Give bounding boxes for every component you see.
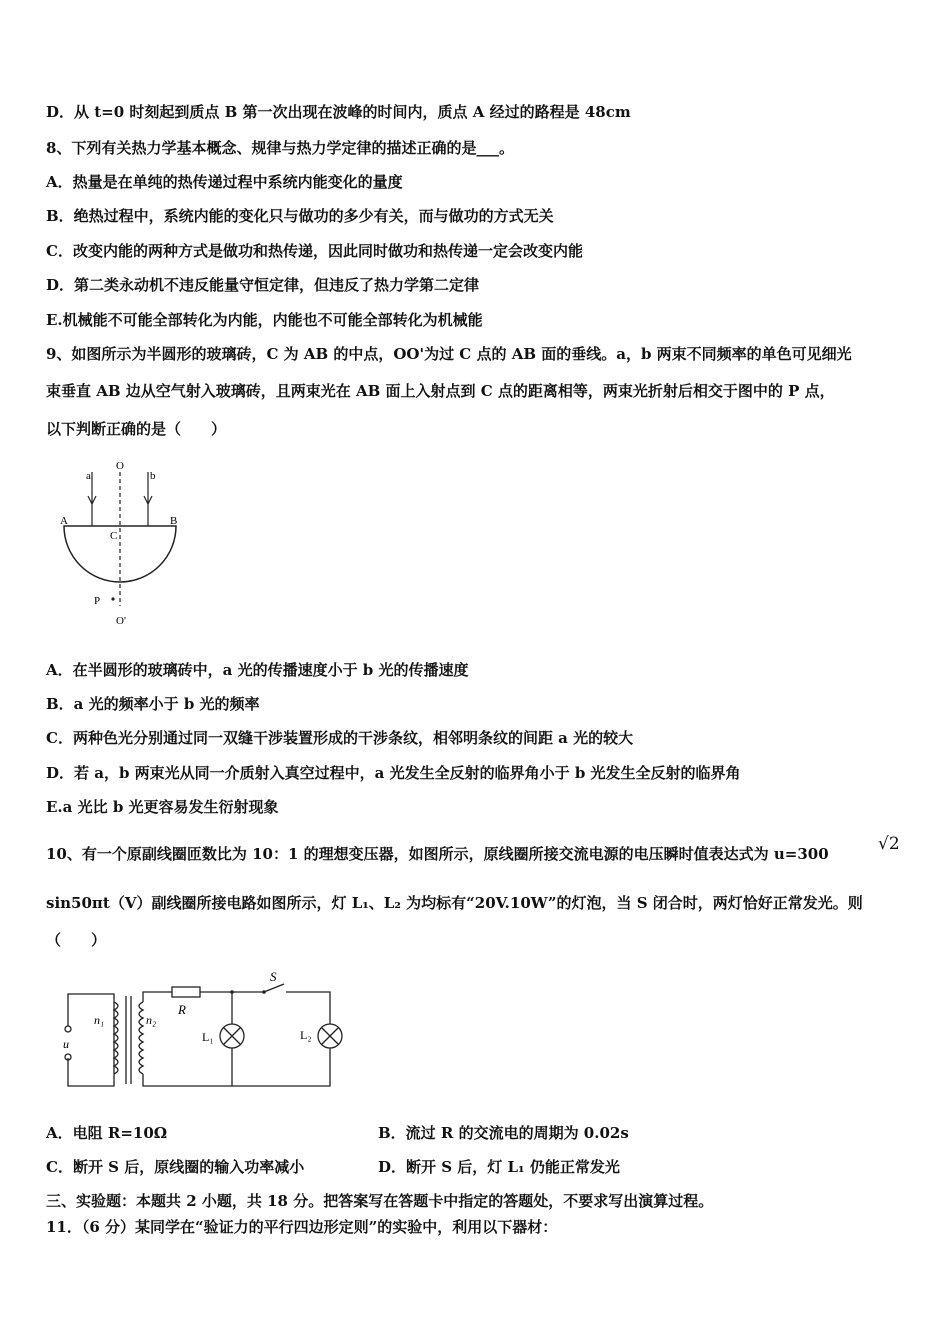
q10-stem-line2: sin50πt（V）副线圈所接电路如图所示，灯 L₁、L₂ 为均标有“20V.10W”的灯泡，当 S 闭合时，两灯恰好正常发光。则	[46, 894, 863, 912]
label-s: S	[270, 969, 277, 984]
label-a: a	[86, 470, 91, 482]
label-o: O	[116, 460, 124, 472]
label-n1: n₁	[94, 1013, 105, 1027]
label-A: A	[60, 515, 68, 527]
q9-option-b: B．a 光的频率小于 b 光的频率	[46, 695, 260, 713]
wire-switch-to-l2	[286, 992, 330, 1024]
wire-bottom	[143, 1048, 330, 1086]
q9-stem-line3: 以下判断正确的是（ ）	[46, 420, 227, 438]
q11-stem: 11．（6 分）某同学在“验证力的平行四边形定则”的实验中，利用以下器材：	[46, 1218, 558, 1236]
q10-sqrt2: √2	[878, 834, 900, 854]
label-r: R	[178, 1002, 186, 1017]
label-P: P	[94, 595, 101, 607]
secondary-coil	[139, 1002, 143, 1074]
label-n2: n₂	[146, 1013, 157, 1027]
q9-figure	[56, 456, 196, 631]
q9-stem-line2: 束垂直 AB 边从空气射入玻璃砖，且两束光在 AB 面上入射点到 C 点的距离相等，两束光折射后相交于图中的 P 点，	[46, 382, 835, 400]
terminal-top	[65, 1026, 71, 1032]
q9-option-c: C．两种色光分别通过同一双缝干涉装置形成的干涉条纹，相邻明条纹的间距 a 光的较大	[46, 729, 634, 747]
q10-option-c: C．断开 S 后，原线圈的输入功率减小	[46, 1158, 305, 1176]
q9-option-d: D．若 a，b 两束光从同一介质射入真空过程中，a 光发生全反射的临界角小于 b 光发生全反射的临界角	[46, 764, 741, 782]
point-p	[111, 597, 114, 600]
q9-option-a: A．在半圆形的玻璃砖中，a 光的传播速度小于 b 光的传播速度	[46, 661, 469, 679]
q7-option-d: D．从 t=0 时刻起到质点 B 第一次出现在波峰的时间内，质点 A 经过的路程是 48cm	[46, 103, 631, 121]
q10-stem-line3: （ ）	[46, 931, 107, 949]
label-l2: L₂	[300, 1028, 312, 1042]
q10-option-a: A．电阻 R=10Ω	[46, 1124, 168, 1142]
q8-option-d: D．第二类永动机不违反能量守恒定律，但违反了热力学第二定律	[46, 276, 480, 294]
q10-circuit-figure	[56, 966, 346, 1091]
switch-s	[264, 984, 284, 992]
resistor-r	[172, 987, 200, 997]
label-C: C	[110, 530, 118, 542]
q9-stem-line1: 9、如图所示为半圆形的玻璃砖，C 为 AB 的中点，OO'为过 C 点的 AB 面的垂线。a，b 两束不同频率的单色可见细光	[46, 345, 852, 363]
label-u: u	[63, 1037, 69, 1051]
q8-stem: 8、下列有关热力学基本概念、规律与热力学定律的描述正确的是___。	[46, 139, 514, 157]
primary-wire	[68, 994, 114, 1086]
label-B: B	[170, 515, 178, 527]
label-b: b	[150, 470, 156, 482]
q9-option-e: E.a 光比 b 光更容易发生衍射现象	[46, 798, 279, 816]
section-3-heading: 三、实验题：本题共 2 小题，共 18 分。把答案写在答题卡中指定的答题处，不要求写出演算过程。	[46, 1192, 714, 1210]
switch-contact	[262, 990, 266, 994]
label-l1: L₁	[202, 1030, 214, 1044]
secondary-wire-top	[143, 992, 172, 1002]
q10-option-b: B．流过 R 的交流电的周期为 0.02s	[378, 1124, 629, 1142]
q8-option-a: A．热量是在单纯的热传递过程中系统内能变化的量度	[46, 173, 403, 191]
label-O-prime: O'	[116, 615, 126, 627]
q8-option-c: C．改变内能的两种方式是做功和热传递，因此同时做功和热传递一定会改变内能	[46, 242, 583, 260]
q10-option-d: D．断开 S 后，灯 L₁ 仍能正常发光	[378, 1158, 620, 1176]
node-dot	[230, 990, 234, 994]
q10-stem-line1: 10、有一个原副线圈匝数比为 10：1 的理想变压器，如图所示，原线圈所接交流电源的电压瞬时值表达式为 u=300	[46, 845, 829, 863]
q8-option-e: E.机械能不可能全部转化为内能，内能也不可能全部转化为机械能	[46, 311, 483, 329]
q8-option-b: B．绝热过程中，系统内能的变化只与做功的多少有关，而与做功的方式无关	[46, 207, 554, 225]
